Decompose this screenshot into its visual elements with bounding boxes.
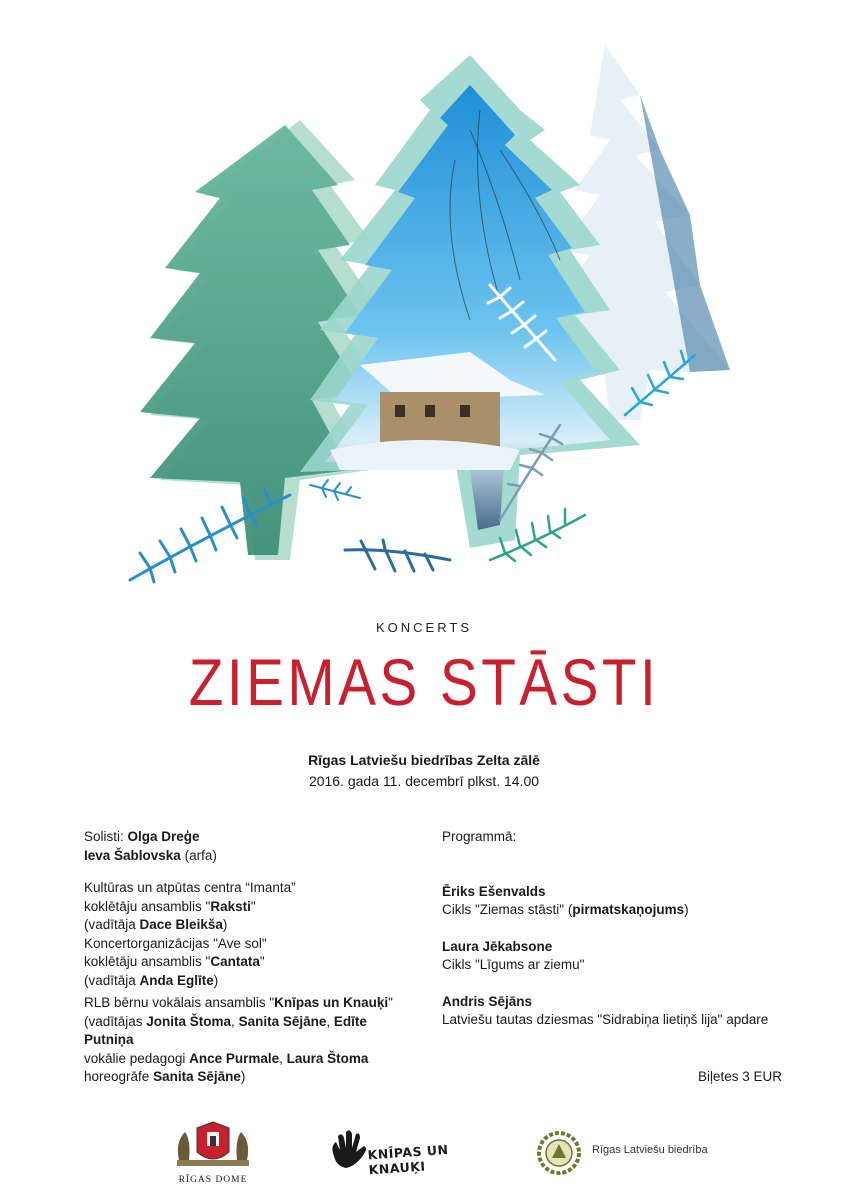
ensemble-raksti: Kultūras un atpūtas centra “Imanta” koklētāju ansamblis "Raksti" (vadītāja Dace Bleikša) xyxy=(84,880,296,932)
program-column xyxy=(442,828,802,1030)
ticket-price: Biļetes 3 EUR xyxy=(697,1069,782,1084)
program-item: Ēriks Ešenvalds Cikls "Ziemas stāsti" (pirmatskaņojums) xyxy=(442,883,689,917)
soloist-line-2: Ieva Šablovska (arfa) xyxy=(84,847,217,863)
knipas-un-knauki-logo xyxy=(326,1126,496,1176)
handprint-icon xyxy=(326,1128,370,1172)
soloist-name: Olga Dreģe xyxy=(127,829,200,844)
program-heading: Programmā: xyxy=(442,829,517,844)
program-item: Laura Jēkabsone Cikls "Līgums ar ziemu" xyxy=(442,938,585,972)
ensemble-knipas: RLB bērnu vokālais ansamblis "Knīpas un Knauķi" (vadītājas Jonita Štoma, Sanita Sējāne, Edīte Putniņa vokālie pedagogi Ance Purmale, Laura Štoma horeogrāfe Sanita Sējāne) xyxy=(84,995,393,1084)
rlb-logo-label: Rīgas Latviešu biedrība xyxy=(592,1144,708,1156)
wreath-emblem-icon xyxy=(536,1130,582,1176)
event-kicker: KONCERTS xyxy=(376,620,472,635)
composer-name: Laura Jēkabsone xyxy=(442,938,553,954)
fir-sprig-small xyxy=(310,480,360,500)
riga-logo-label: RĪGAS DOME xyxy=(178,1175,248,1185)
soloists-line: Solisti: Olga Dreģe xyxy=(84,829,200,844)
venue: Rīgas Latviešu biedrības Zelta zālē xyxy=(308,752,540,768)
riga-coat-of-arms-icon xyxy=(173,1120,253,1168)
event-datetime: 2016. gada 11. decembrī plkst. 14.00 xyxy=(308,773,540,789)
soloist-name: Ieva Šablovska xyxy=(84,847,181,863)
composer-name: Andris Sējāns xyxy=(442,993,533,1009)
riga-city-council-logo xyxy=(168,1120,258,1185)
knipas-logo-label: KNĪPAS UN KNAUĶI xyxy=(367,1141,449,1178)
concert-title: ZIEMAS STĀSTI xyxy=(188,645,660,719)
fir-branch-bottom xyxy=(345,540,450,571)
performers-column xyxy=(84,828,414,1087)
ensemble-cantata: Koncertorganizācijas "Ave sol" koklētāju ansamblis "Cantata" (vadītāja Anda Eglīte) xyxy=(84,935,267,988)
composer-name: Ēriks Ešenvalds xyxy=(442,883,546,899)
riga-latvian-society-logo xyxy=(536,1130,756,1176)
program-item: Andris Sējāns Latviešu tautas dziesmas "Sidrabiņa lietiņš lija" apdare xyxy=(442,993,769,1027)
